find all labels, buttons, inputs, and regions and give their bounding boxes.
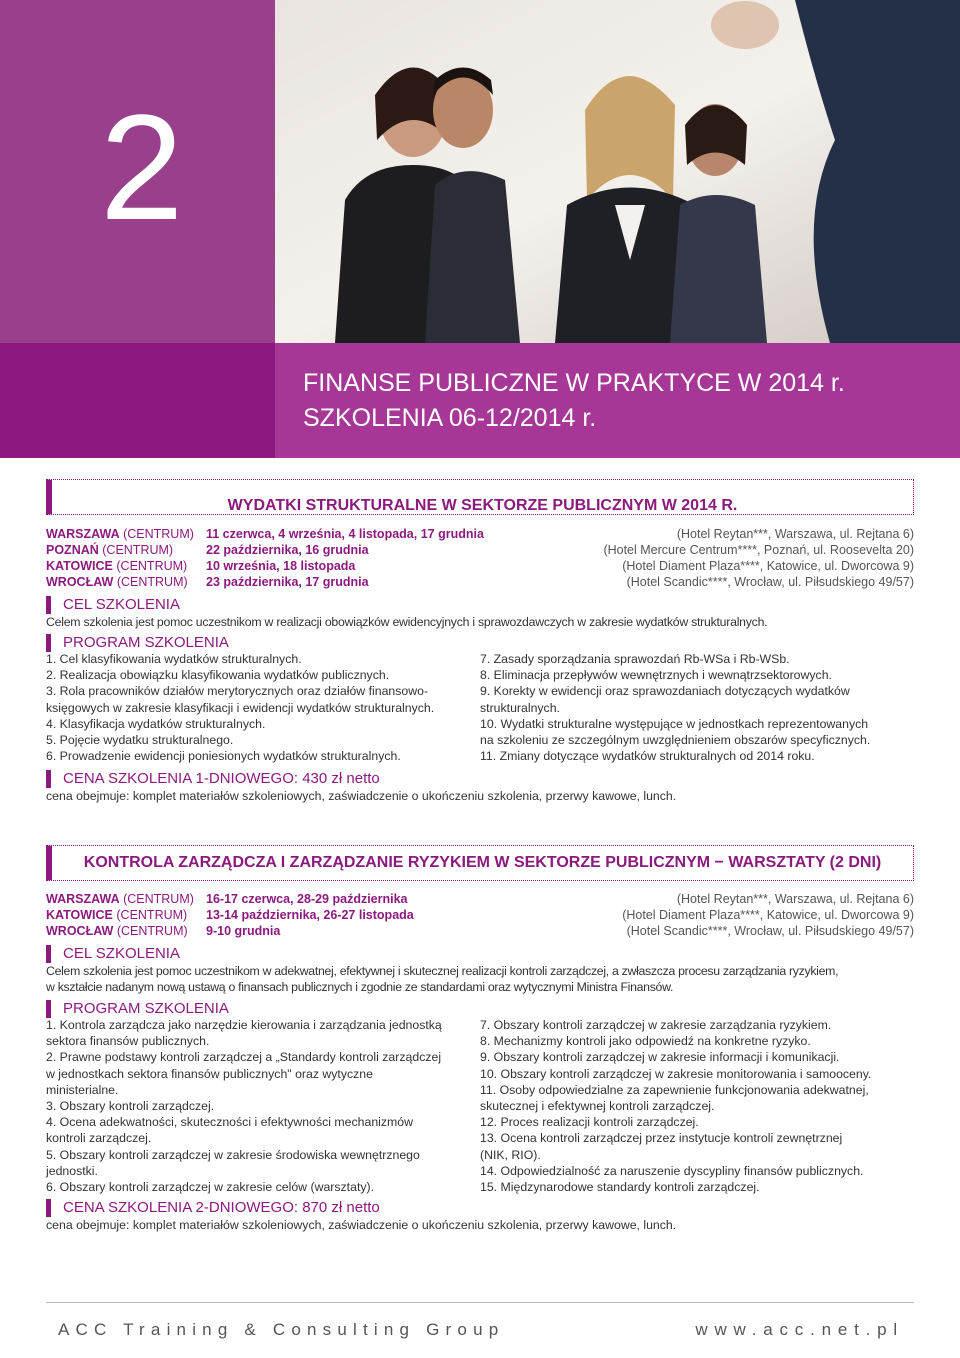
section1-location-row	[46, 558, 914, 574]
title-band	[0, 343, 960, 458]
program-item: 8. Eliminacja przepływów wewnętrznych i wewnątrzsektorowych.	[480, 668, 832, 683]
section2-program-left	[46, 1017, 476, 1195]
section2-goal-label: CEL SZKOLENIA	[46, 945, 180, 963]
goal-line: w kształcie nadanym nową ustawą o finansach publicznych i zgodnie ze standardami oraz wytycznymi Ministra Finansów.	[46, 980, 674, 994]
city-label: WARSZAWA (CENTRUM)	[46, 892, 194, 906]
hotel-address: (Hotel Reytan***, Warszawa, ul. Rejtana 6)	[676, 892, 914, 906]
city-label: WARSZAWA (CENTRUM)	[46, 527, 194, 541]
session-dates: 11 czerwca, 4 września, 4 listopada, 17 grudnia	[206, 527, 484, 541]
section2-location-row	[46, 891, 914, 907]
hotel-address: (Hotel Reytan***, Warszawa, ul. Rejtana 6)	[676, 527, 914, 541]
section1-program-label: PROGRAM SZKOLENIA	[46, 634, 229, 652]
title-band-overlay	[275, 343, 960, 458]
hotel-address: (Hotel Diament Plaza****, Katowice, ul. Dworcowa 9)	[622, 559, 914, 573]
program-item: 8. Mechanizmy kontroli jako odpowiedź na konkretne ryzyko.	[480, 1034, 811, 1049]
session-dates: 10 września, 18 listopada	[206, 559, 356, 573]
city-label: KATOWICE (CENTRUM)	[46, 559, 188, 573]
section1-program-right	[480, 651, 920, 764]
program-item: 11. Zmiany dotyczące wydatków strukturalnych od 2014 roku.	[480, 749, 815, 764]
program-item: strukturalnych.	[480, 700, 560, 715]
banner-subtitle: SZKOLENIA 06-12/2014 r.	[303, 404, 597, 432]
city-label: POZNAŃ (CENTRUM)	[46, 543, 174, 557]
goal-line: Celem szkolenia jest pomoc uczestnikom w adekwatnej, efektywnej i skutecznej realizacji kontroli zarządczej, a zwłaszcza procesu zarządzania ryzykiem,	[46, 964, 839, 978]
section1-location-row	[46, 526, 914, 542]
program-item: 6. Prowadzenie ewidencji poniesionych wydatków strukturalnych.	[46, 749, 401, 764]
program-item: sektora finansów publicznych.	[46, 1034, 210, 1049]
footer-company: ACC Training & Consulting Group	[58, 1320, 505, 1339]
program-item: 3. Obszary kontroli zarządczej.	[46, 1099, 215, 1114]
session-dates: 22 października, 16 grudnia	[206, 543, 369, 557]
section1-location-row	[46, 574, 914, 590]
city-label: WROCŁAW (CENTRUM)	[46, 575, 188, 589]
banner-title: FINANSE PUBLICZNE W PRAKTYCE W 2014 r.	[303, 369, 845, 397]
session-dates: 23 października, 17 grudnia	[206, 575, 369, 589]
section2-price: CENA SZKOLENIA 2-DNIOWEGO: 870 zł netto	[46, 1199, 380, 1217]
hotel-address: (Hotel Scandic****, Wrocław, ul. Piłsudskiego 49/57)	[626, 575, 914, 589]
program-item: w jednostkach sektora finansów publicznych" oraz wytyczne	[46, 1066, 373, 1081]
section1-program-left	[46, 651, 476, 764]
session-dates: 9-10 grudnia	[206, 924, 281, 938]
program-item: kontroli zarządczej.	[46, 1131, 152, 1146]
program-item: 12. Proces realizacji kontroli zarządczej.	[480, 1115, 699, 1130]
program-item: jednostki.	[46, 1163, 98, 1178]
program-item: na szkoleniu ze szczególnym uwzględnieniem obszarów specyficznych.	[480, 733, 871, 748]
program-item: 15. Międzynarodowe standardy kontroli zarządczej.	[480, 1180, 760, 1195]
section1-price-note: cena obejmuje: komplet materiałów szkoleniowych, zaświadczenie o ukończeniu szkolenia, przerwy kawowe, lunch.	[46, 789, 677, 803]
footer-website[interactable]: www.acc.net.pl	[695, 1320, 904, 1339]
page-number-panel	[0, 0, 275, 343]
program-item: 2. Realizacja obowiązku klasyfikowania wydatków publicznych.	[46, 668, 390, 683]
section1-goal-text: Celem szkolenia jest pomoc uczestnikom w realizacji obowiązków ewidencyjnych i sprawozdawczych w zakresie wydatków strukturalnych.	[46, 615, 768, 629]
program-item: 5. Obszary kontroli zarządczej w zakresie środowiska wewnętrznego	[46, 1147, 420, 1162]
section2-heading: KONTROLA ZARZĄDCZA I ZARZĄDZANIE RYZYKIEM W SEKTORZE PUBLICZNYM − WARSZTATY (2 DNI)	[83, 854, 882, 871]
section2-program-right	[480, 1017, 920, 1195]
section2-heading-box	[46, 845, 914, 881]
program-item: 13. Ocena kontroli zarządczej przez instytucje kontroli zewnętrznej	[480, 1131, 843, 1146]
hotel-address: (Hotel Scandic****, Wrocław, ul. Piłsudskiego 49/57)	[626, 924, 914, 938]
program-item: 9. Obszary kontroli zarządczej w zakresie informacji i komunikacji.	[480, 1050, 840, 1065]
session-dates: 16-17 czerwca, 28-29 października	[206, 892, 408, 906]
footer-divider	[46, 1302, 914, 1303]
program-item: 1. Cel klasyfikowania wydatków strukturalnych.	[46, 652, 302, 666]
section2-program-label: PROGRAM SZKOLENIA	[46, 1000, 229, 1018]
section1-heading-box	[46, 479, 914, 515]
section2-goal-text	[46, 963, 916, 995]
hero-photo	[275, 0, 960, 343]
program-item: 7. Obszary kontroli zarządczej w zakresie zarządzania ryzykiem.	[480, 1018, 832, 1032]
program-item: 9. Korekty w ewidencji oraz sprawozdaniach dotyczących wydatków	[480, 684, 850, 699]
program-item: 3. Rola pracowników działów merytorycznych oraz działów finansowo-	[46, 684, 429, 699]
section1-location-row	[46, 542, 914, 558]
program-item: księgowych w zakresie klasyfikacji i ewidencji wydatków strukturalnych.	[46, 700, 435, 715]
page-number: 2	[100, 83, 184, 251]
program-item: 1. Kontrola zarządcza jako narzędzie kierowania i zarządzania jednostką	[46, 1018, 442, 1032]
section2-location-row	[46, 923, 914, 939]
session-dates: 13-14 października, 26-27 listopada	[206, 908, 414, 922]
audience-photo-illustration	[275, 0, 960, 343]
program-item: 14. Odpowiedzialność za naruszenie dyscypliny finansów publicznych.	[480, 1163, 864, 1178]
program-item: ministerialne.	[46, 1082, 119, 1097]
city-label: WROCŁAW (CENTRUM)	[46, 924, 188, 938]
program-item: 4. Klasyfikacja wydatków strukturalnych.	[46, 716, 266, 731]
hotel-address: (Hotel Diament Plaza****, Katowice, ul. Dworcowa 9)	[622, 908, 914, 922]
program-item: skutecznej i efektywnej kontroli zarządczej.	[480, 1099, 715, 1114]
section1-price: CENA SZKOLENIA 1-DNIOWEGO: 430 zł netto	[46, 770, 380, 788]
city-label: KATOWICE (CENTRUM)	[46, 908, 188, 922]
section1-goal-label: CEL SZKOLENIA	[46, 596, 180, 614]
program-item: 10. Obszary kontroli zarządczej w zakresie monitorowania i samooceny.	[480, 1066, 872, 1081]
program-item: 7. Zasady sporządzania sprawozdań Rb-WSa i Rb-WSb.	[480, 652, 790, 666]
program-item: (NIK, RIO).	[480, 1147, 541, 1162]
section1-heading: WYDATKI STRUKTURALNE W SEKTORZE PUBLICZNYM W 2014 R.	[227, 497, 738, 514]
program-item: 10. Wydatki strukturalne występujące w jednostkach reprezentowanych	[480, 716, 869, 731]
program-item: 2. Prawne podstawy kontroli zarządczej a „Standardy kontroli zarządczej	[46, 1050, 442, 1065]
hotel-address: (Hotel Mercure Centrum****, Poznań, ul. Roosevelta 20)	[603, 543, 914, 557]
hero-section	[0, 0, 960, 458]
program-item: 6. Obszary kontroli zarządczej w zakresie celów (warsztaty).	[46, 1180, 375, 1195]
program-item: 4. Ocena adekwatności, skuteczności i efektywności mechanizmów	[46, 1115, 414, 1130]
section2-price-note: cena obejmuje: komplet materiałów szkoleniowych, zaświadczenie o ukończeniu szkolenia, przerwy kawowe, lunch.	[46, 1218, 677, 1232]
program-item: 11. Osoby odpowiedzialne za zapewnienie funkcjonowania adekwatnej,	[480, 1082, 869, 1097]
program-item: 5. Pojęcie wydatku strukturalnego.	[46, 733, 234, 748]
section2-location-row	[46, 907, 914, 923]
